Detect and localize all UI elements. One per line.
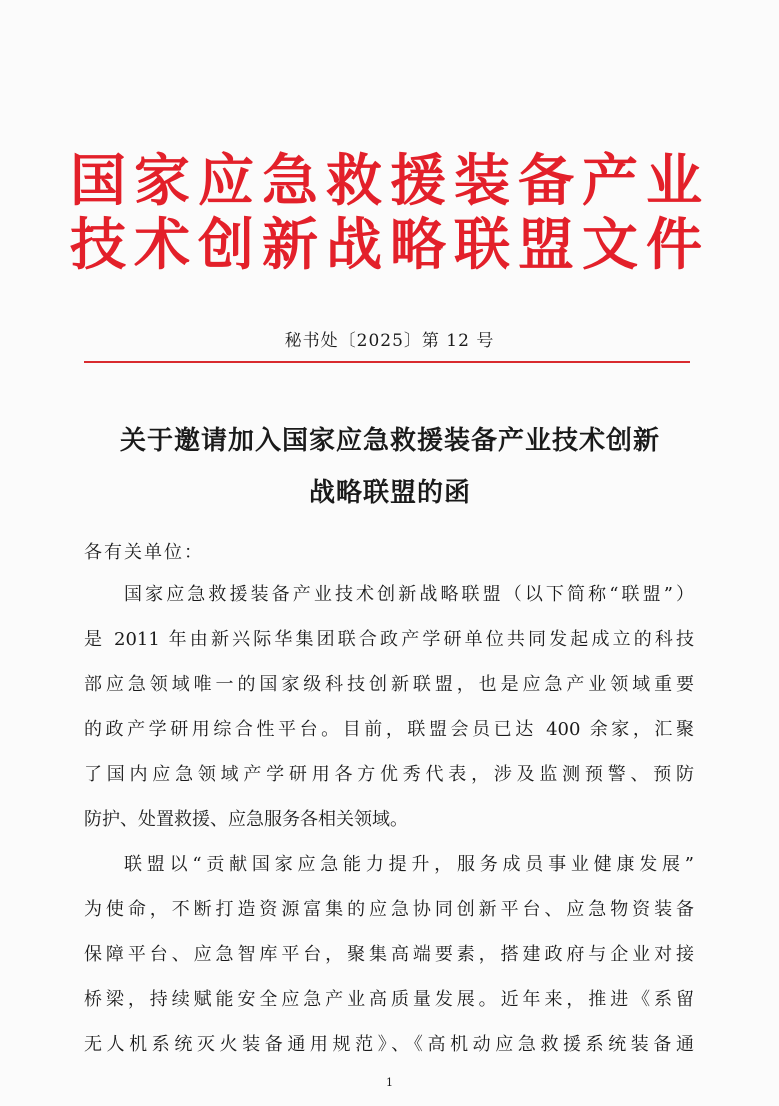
document-title-line-2: 战略联盟的函 — [308, 478, 471, 508]
document-title-line-1: 关于邀请加入国家应急救援装备产业技术创新 — [119, 426, 660, 456]
paragraph-2-line-5: 无人机系统灭火装备通用规范》、《高机动应急救援系统装备通 — [84, 1034, 694, 1055]
masthead-line-2: 技术创新战略联盟文件 — [70, 213, 710, 278]
paragraph-1-line-5: 了国内应急领域产学研用各方优秀代表，涉及监测预警、预防 — [84, 764, 694, 785]
paragraph-2-line-2: 为使命，不断打造资源富集的应急协同创新平台、应急物资装备 — [84, 899, 694, 920]
page-number: 1 — [386, 1076, 393, 1089]
red-divider-line — [84, 361, 690, 363]
document-number: 秘书处〔2025〕第 12 号 — [284, 331, 495, 351]
paragraph-1-line-3: 部应急领域唯一的国家级科技创新联盟，也是应急产业领域重要 — [84, 674, 694, 695]
paragraph-1-line-4: 的政产学研用综合性平台。目前，联盟会员已达 400 余家，汇聚 — [84, 719, 694, 740]
paragraph-2-line-4: 桥梁，持续赋能安全应急产业高质量发展。近年来，推进《系留 — [84, 989, 694, 1010]
paragraph-1-line-2: 是 2011 年由新兴际华集团联合政产学研单位共同发起成立的科技 — [84, 629, 694, 650]
paragraph-1-line-6: 防护、处置救援、应急服务各相关领域。 — [84, 809, 408, 830]
salutation: 各有关单位： — [84, 542, 204, 563]
masthead-line-1: 国家应急救援装备产业 — [70, 149, 710, 214]
paragraph-1-line-1: 国家应急救援装备产业技术创新战略联盟（以下简称“联盟”） — [124, 584, 694, 605]
paragraph-2-line-3: 保障平台、应急智库平台，聚集高端要素，搭建政府与企业对接 — [84, 944, 694, 965]
paragraph-2-line-1: 联盟以“贡献国家应急能力提升，服务成员事业健康发展” — [124, 854, 694, 875]
